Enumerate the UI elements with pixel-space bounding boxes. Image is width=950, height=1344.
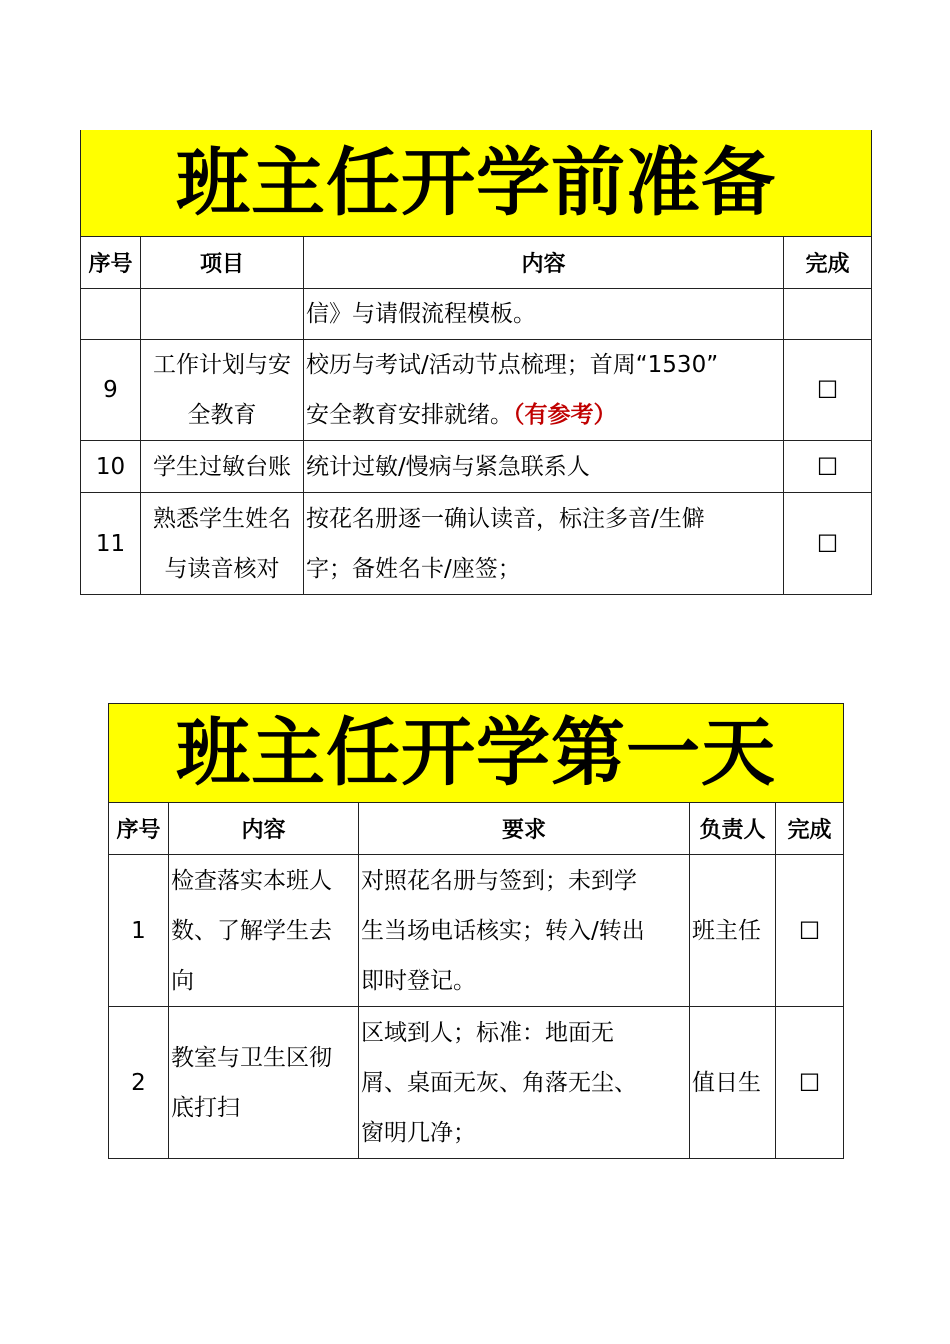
seq-cell: 9: [81, 340, 141, 441]
requirement-line: 区域到人；标准：地面无: [361, 1019, 614, 1046]
content-cell: [169, 855, 359, 1007]
content-line: [306, 390, 783, 440]
content-cell: [169, 1007, 359, 1159]
content-line: 数、了解学生去: [171, 917, 332, 944]
prep-table-title: 班主任开学前准备: [81, 127, 872, 237]
checkbox[interactable]: ☐: [784, 493, 872, 595]
content-line: 向: [171, 967, 194, 994]
checkbox[interactable]: [784, 289, 872, 340]
seq-cell: 11: [81, 493, 141, 595]
owner-cell: 值日生: [690, 1007, 776, 1159]
item-line: 工作计划与安: [153, 352, 291, 378]
first-day-table: [108, 703, 844, 1159]
requirement-line: 屑、桌面无灰、角落无尘、: [361, 1069, 637, 1096]
requirement-cell: [359, 1007, 690, 1159]
item-cell: [141, 493, 304, 595]
content-line: 校历与考试/活动节点梳理；首周“1530”: [306, 352, 719, 378]
checkbox[interactable]: ☐: [776, 855, 844, 1007]
owner-cell: 班主任: [690, 855, 776, 1007]
header-done: 完成: [776, 803, 844, 855]
header-owner: 负责人: [690, 803, 776, 855]
content-cell: 统计过敏/慢病与紧急联系人: [304, 441, 784, 493]
item-cell: [141, 340, 304, 441]
table-row: [81, 493, 872, 595]
item-cell: 学生过敏台账: [141, 441, 304, 493]
seq-cell: [81, 289, 141, 340]
table-row: [81, 340, 872, 441]
table-row: [109, 855, 844, 1007]
reference-link[interactable]: （有参考）: [513, 402, 617, 428]
seq-cell: 2: [109, 1007, 169, 1159]
table-row: [81, 441, 872, 493]
header-requirement: 要求: [359, 803, 690, 855]
header-seq: 序号: [109, 803, 169, 855]
requirement-line: 即时登记。: [361, 967, 476, 994]
seq-cell: 1: [109, 855, 169, 1007]
seq-cell: 10: [81, 441, 141, 493]
content-line: 按花名册逐一确认读音，标注多音/生僻: [306, 505, 705, 532]
content-cell: [304, 340, 784, 441]
content-text: 安全教育安排就绪。: [306, 402, 513, 428]
item-line: 与读音核对: [164, 555, 280, 582]
requirement-cell: [359, 855, 690, 1007]
header-seq: 序号: [81, 237, 141, 289]
table-row: [109, 1007, 844, 1159]
item-cell: [141, 289, 304, 340]
requirement-line: 对照花名册与签到；未到学: [361, 867, 637, 894]
content-line: 教室与卫生区彻: [171, 1044, 332, 1071]
checkbox[interactable]: ☐: [776, 1007, 844, 1159]
item-line: 全教育: [187, 402, 257, 428]
requirement-line: 窗明几净；: [361, 1119, 476, 1146]
content-line: 字；备姓名卡/座签；: [306, 555, 521, 582]
header-item: 项目: [141, 237, 304, 289]
table-row: [81, 289, 872, 340]
header-content: 内容: [169, 803, 359, 855]
requirement-line: 生当场电话核实；转入/转出: [361, 917, 645, 944]
checkbox[interactable]: ☐: [784, 340, 872, 441]
content-cell: [304, 493, 784, 595]
first-day-table-title: 班主任开学第一天: [109, 704, 844, 803]
content-line: 检查落实本班人: [171, 867, 332, 894]
content-cell: 信》与请假流程模板。: [304, 289, 784, 340]
header-done: 完成: [784, 237, 872, 289]
checkbox[interactable]: ☐: [784, 441, 872, 493]
header-content: 内容: [304, 237, 784, 289]
item-line: 熟悉学生姓名: [153, 505, 291, 532]
prep-table: [80, 124, 872, 595]
content-line: 底打扫: [171, 1094, 240, 1121]
